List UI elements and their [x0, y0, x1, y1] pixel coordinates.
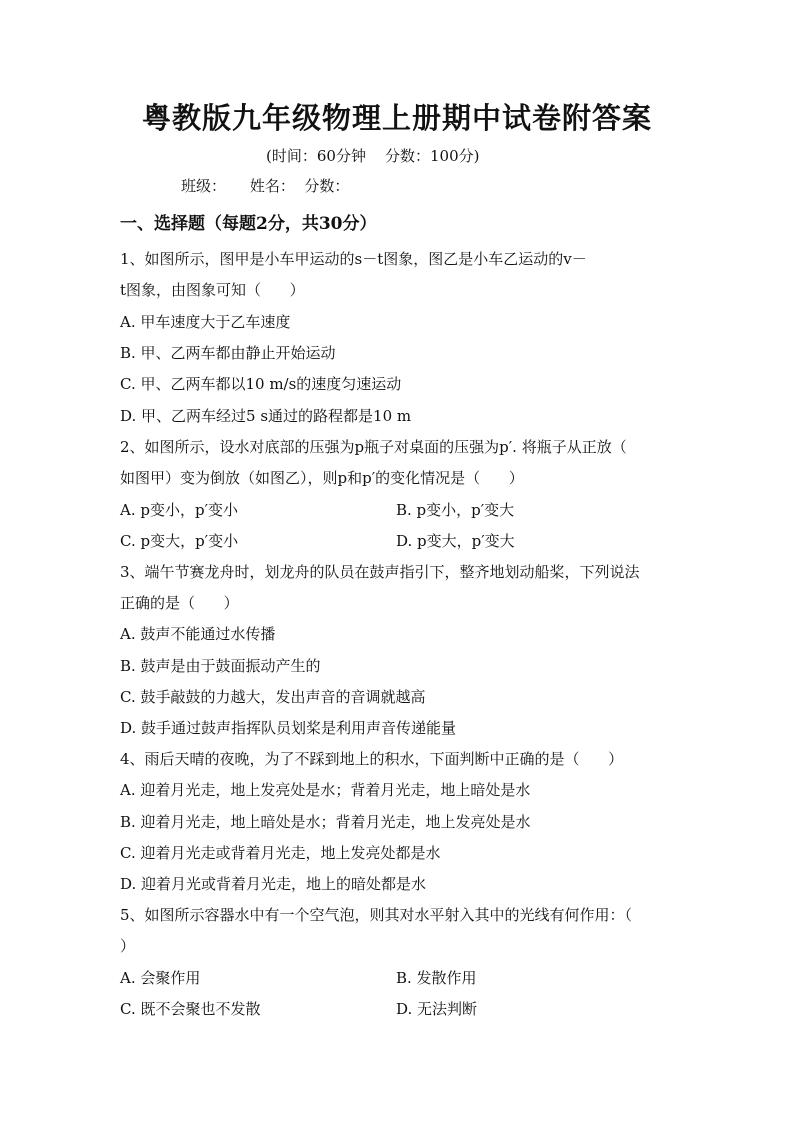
student-info-line: 班级： 姓名： 分数：	[181, 177, 350, 195]
q4-option-c: C. 迎着月光走或背着月光走，地上发亮处都是水	[120, 844, 441, 862]
q4-stem-line-1: 4、雨后天晴的夜晚，为了不踩到地上的积水，下面判断中正确的是（ ）	[120, 750, 624, 768]
q4-option-b: B. 迎着月光走，地上暗处是水；背着月光走，地上发亮处是水	[120, 813, 531, 831]
q5-option-b: B. 发散作用	[396, 969, 477, 987]
q4-option-d: D. 迎着月光或背着月光走，地上的暗处都是水	[120, 875, 427, 893]
q1-option-a: A. 甲车速度大于乙车速度	[120, 313, 291, 331]
exam-subtitle: (时间：60分钟 分数：100分)	[266, 147, 480, 165]
section-title: 一、选择题（每题2分，共30分）	[120, 214, 377, 234]
q5-option-a: A. 会聚作用	[120, 969, 201, 987]
q3-option-d: D. 鼓手通过鼓声指挥队员划桨是利用声音传递能量	[120, 719, 457, 737]
q1-stem-line-2: t图象，由图象可知（ ）	[120, 281, 305, 299]
q2-stem-line-1: 2、如图所示，设水对底部的压强为p瓶子对桌面的压强为p′. 将瓶子从正放（	[120, 438, 627, 456]
q4-option-a: A. 迎着月光走，地上发亮处是水；背着月光走，地上暗处是水	[120, 781, 531, 799]
q2-option-c: C. p变大，p′变小	[120, 532, 239, 550]
q1-option-c: C. 甲、乙两车都以10 m/s的速度匀速运动	[120, 375, 402, 393]
q2-option-d: D. p变大，p′变大	[396, 532, 515, 550]
exam-title: 粤教版九年级物理上册期中试卷附答案	[141, 101, 652, 135]
q3-stem-line-1: 3、端午节赛龙舟时，划龙舟的队员在鼓声指引下，整齐地划动船桨，下列说法	[120, 563, 640, 581]
q2-stem-line-2: 如图甲）变为倒放（如图乙），则p和p′的变化情况是（ ）	[120, 469, 524, 487]
q3-option-a: A. 鼓声不能通过水传播	[120, 625, 276, 643]
q5-option-c: C. 既不会聚也不发散	[120, 1000, 261, 1018]
q1-stem-line-1: 1、如图所示，图甲是小车甲运动的s－t图象，图乙是小车乙运动的v－	[120, 250, 587, 268]
q2-option-a: A. p变小，p′变小	[120, 501, 238, 519]
q5-stem-line-2: ）	[120, 937, 136, 955]
q5-option-d: D. 无法判断	[396, 1000, 478, 1018]
q1-option-b: B. 甲、乙两车都由静止开始运动	[120, 344, 336, 362]
q5-stem-line-1: 5、如图所示容器水中有一个空气泡，则其对水平射入其中的光线有何作用：（	[120, 906, 633, 924]
q2-option-b: B. p变小，p′变大	[396, 501, 515, 519]
q1-option-d: D. 甲、乙两车经过5 s通过的路程都是10 m	[120, 407, 412, 425]
q3-stem-line-2: 正确的是（ ）	[120, 594, 239, 612]
q3-option-c: C. 鼓手敲鼓的力越大，发出声音的音调就越高	[120, 688, 426, 706]
q3-option-b: B. 鼓声是由于鼓面振动产生的	[120, 657, 321, 675]
